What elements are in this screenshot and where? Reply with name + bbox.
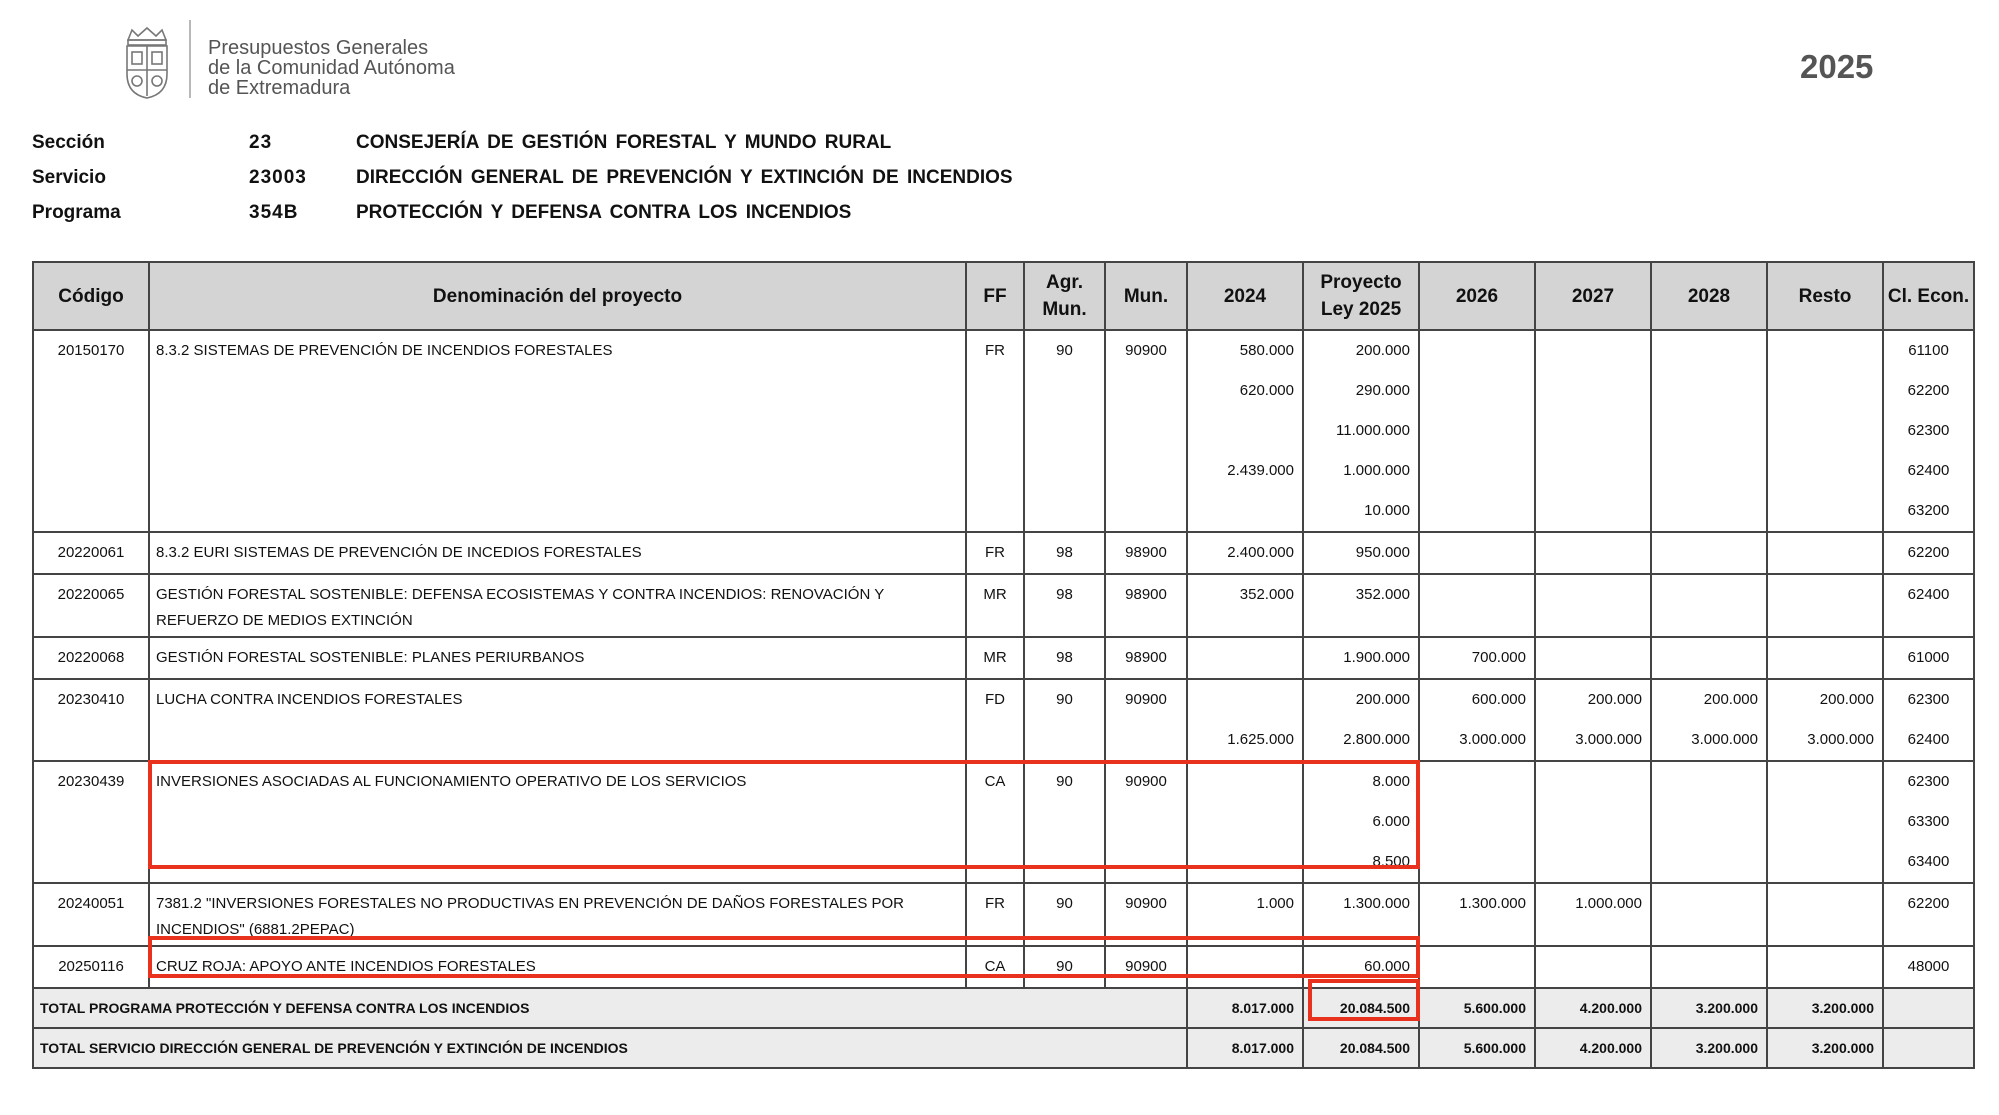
project-code [33, 761, 149, 883]
cell-line: 200.000 [1703, 691, 1758, 708]
col-header-2024: 2024 [1187, 262, 1303, 330]
header-line: Agr. [1046, 272, 1083, 293]
amount-2024 [1187, 574, 1303, 637]
amount-2028 [1651, 761, 1767, 883]
project-code [33, 679, 149, 761]
cell-line: 20240051 [57, 895, 125, 912]
total-y2028: 3.200.000 [1651, 988, 1767, 1028]
cell-line: FR [985, 895, 1005, 912]
total-y2027: 4.200.000 [1535, 1028, 1651, 1068]
col-header-denominacion: Denominación del proyecto [149, 262, 966, 330]
table-row [33, 637, 1974, 679]
total-y2027: 4.200.000 [1535, 988, 1651, 1028]
cell-line: 20220068 [57, 649, 125, 666]
col-header-mun: Mun. [1105, 262, 1187, 330]
ff-cell [966, 637, 1024, 679]
cell-line: 2.400.000 [1227, 544, 1294, 561]
cell-line: 200.000 [1819, 691, 1874, 708]
total-econ [1883, 1028, 1974, 1068]
cell-line: 8.500 [1372, 853, 1410, 870]
amount-2026 [1419, 761, 1535, 883]
amount-2026 [1419, 330, 1535, 532]
cell-line: 90900 [1125, 342, 1167, 359]
cell-line: 90900 [1125, 691, 1167, 708]
col-header-agr-mun [1024, 262, 1105, 330]
col-header-proyecto-ley [1303, 262, 1419, 330]
cell-line [1188, 680, 1294, 720]
org-line: Presupuestos Generales [208, 37, 429, 59]
total-resto: 3.200.000 [1767, 1028, 1883, 1068]
cell-line: 580.000 [1239, 342, 1294, 359]
ff-cell [966, 330, 1024, 532]
col-header-cl-econ: Cl. Econ. [1883, 262, 1974, 330]
cell-line: 98900 [1125, 649, 1167, 666]
amount-2026 [1419, 679, 1535, 761]
name-line: CRUZ ROJA: APOYO ANTE INCENDIOS FORESTALES [156, 958, 536, 975]
highlight-box-20230439 [148, 760, 1420, 869]
highlight-box-total-ley [1308, 979, 1420, 1021]
cell-line [1420, 947, 1526, 987]
col-header-resto: Resto [1767, 262, 1883, 330]
cell-line: 3.000.000 [1691, 731, 1758, 748]
cell-line: 60.000 [1364, 958, 1410, 975]
total-ley: 20.084.500 [1303, 988, 1419, 1028]
cell-line [1652, 371, 1758, 411]
cell-line [1536, 451, 1642, 491]
cell-line [1652, 842, 1758, 882]
cell-line: 700.000 [1471, 649, 1526, 666]
amount-resto [1767, 946, 1883, 988]
cell-line [1768, 762, 1874, 802]
cell-line [1188, 638, 1294, 678]
cell-line: 62400 [1907, 586, 1950, 603]
amount-2028 [1651, 946, 1767, 988]
cell-line: CA [984, 958, 1006, 975]
cell-line [1536, 842, 1642, 882]
amount-2026 [1419, 574, 1535, 637]
cell-line [1420, 491, 1526, 531]
cell-line: 1.900.000 [1343, 649, 1410, 666]
project-name [149, 532, 966, 574]
cell-line [1536, 533, 1642, 573]
name-line: GESTIÓN FORESTAL SOSTENIBLE: DEFENSA ECOSISTEMAS Y CONTRA INCENDIOS: RENOVACIÓN Y [156, 586, 885, 603]
name-line: INVERSIONES ASOCIADAS AL FUNCIONAMIENTO OPERATIVO DE LOS SERVICIOS [156, 773, 747, 790]
cell-line: 90 [1056, 895, 1073, 912]
amount-2028 [1651, 532, 1767, 574]
name-line: 8.3.2 SISTEMAS DE PREVENCIÓN DE INCENDIOS FORESTALES [156, 342, 613, 359]
cell-line: CA [984, 773, 1006, 790]
econ-class [1883, 679, 1974, 761]
project-code [33, 946, 149, 988]
amount-2026 [1419, 532, 1535, 574]
cell-line: 63400 [1907, 853, 1950, 870]
total-y2026: 5.600.000 [1419, 1028, 1535, 1068]
budget-year: 2025 [1800, 48, 1874, 85]
cell-line [1536, 762, 1642, 802]
cell-line [1536, 802, 1642, 842]
meta-name: DIRECCIÓN GENERAL DE PREVENCIÓN Y EXTINCIÓN DE INCENDIOS [356, 167, 1013, 188]
cell-line: 620.000 [1239, 382, 1294, 399]
cell-line: 90 [1056, 958, 1073, 975]
cell-line: 62200 [1907, 544, 1950, 561]
cell-line: 62200 [1907, 895, 1950, 912]
cell-line [1536, 575, 1642, 615]
amount-2027 [1535, 330, 1651, 532]
ff-cell [966, 532, 1024, 574]
cell-line: 20220061 [57, 544, 125, 561]
cell-line [1420, 802, 1526, 842]
total-y2024: 8.017.000 [1187, 1028, 1303, 1068]
cell-line: 2.439.000 [1227, 462, 1294, 479]
cell-line [1768, 884, 1874, 924]
cell-line: 63300 [1907, 813, 1950, 830]
cell-line [1536, 411, 1642, 451]
cell-line: 1.300.000 [1343, 895, 1410, 912]
meta-code: 354B [249, 202, 299, 223]
cell-line: 90 [1056, 342, 1073, 359]
cell-line: 1.000.000 [1343, 462, 1410, 479]
cell-line [1420, 451, 1526, 491]
col-header-2027: 2027 [1535, 262, 1651, 330]
agr-mun-cell [1024, 574, 1105, 637]
cell-line [1768, 331, 1874, 371]
amount-2027 [1535, 637, 1651, 679]
ff-cell [966, 574, 1024, 637]
cell-line [1652, 491, 1758, 531]
amount-resto [1767, 883, 1883, 946]
project-code [33, 574, 149, 637]
cell-line [1768, 491, 1874, 531]
amount-2024 [1187, 330, 1303, 532]
amount-2028 [1651, 330, 1767, 532]
cell-line: 90900 [1125, 958, 1167, 975]
cell-line: 98 [1056, 544, 1073, 561]
cell-line: 61000 [1907, 649, 1950, 666]
cell-line: 3.000.000 [1575, 731, 1642, 748]
header-line: Ley 2025 [1320, 299, 1402, 320]
cell-line: 90900 [1125, 895, 1167, 912]
mun-cell [1105, 330, 1187, 532]
total-y2028: 3.200.000 [1651, 1028, 1767, 1068]
cell-line: 63200 [1907, 502, 1950, 519]
cell-line: 20230439 [57, 773, 125, 790]
cell-line [1652, 451, 1758, 491]
name-line: INCENDIOS" (6881.2PEPAC) [156, 921, 355, 938]
cell-line: 600.000 [1471, 691, 1526, 708]
econ-class [1883, 761, 1974, 883]
organization-name [208, 38, 455, 98]
amount-2027 [1535, 883, 1651, 946]
amount-resto [1767, 532, 1883, 574]
name-line: 8.3.2 EURI SISTEMAS DE PREVENCIÓN DE INCEDIOS FORESTALES [156, 544, 642, 561]
name-line: 7381.2 "INVERSIONES FORESTALES NO PRODUCTIVAS EN PREVENCIÓN DE DAÑOS FORESTALES POR [156, 895, 905, 912]
cell-line [1536, 371, 1642, 411]
meta-code: 23003 [249, 167, 307, 188]
amount-resto [1767, 679, 1883, 761]
cell-line: 90 [1056, 691, 1073, 708]
agr-mun-cell [1024, 532, 1105, 574]
cell-line: 8.000 [1372, 773, 1410, 790]
cell-line: 10.000 [1364, 502, 1410, 519]
cell-line: 20220065 [57, 586, 125, 603]
amount-2028 [1651, 883, 1767, 946]
cell-line: 352.000 [1239, 586, 1294, 603]
cell-line: 62400 [1907, 462, 1950, 479]
cell-line: 2.800.000 [1343, 731, 1410, 748]
ff-cell [966, 679, 1024, 761]
meta-name: CONSEJERÍA DE GESTIÓN FORESTAL Y MUNDO RURAL [356, 132, 892, 153]
cell-line [1768, 371, 1874, 411]
cell-line: 6.000 [1372, 813, 1410, 830]
amount-resto [1767, 574, 1883, 637]
project-code [33, 330, 149, 532]
cell-line [1768, 575, 1874, 615]
header-line: Proyecto [1320, 272, 1402, 293]
cell-line [1536, 331, 1642, 371]
cell-line [1652, 533, 1758, 573]
meta-label: Servicio [32, 167, 106, 188]
cell-line [1768, 451, 1874, 491]
total-label: TOTAL SERVICIO DIRECCIÓN GENERAL DE PREVENCIÓN Y EXTINCIÓN DE INCENDIOS [33, 1028, 1187, 1068]
meta-label: Sección [32, 132, 105, 153]
cell-line [1652, 762, 1758, 802]
econ-class [1883, 946, 1974, 988]
amount-resto [1767, 637, 1883, 679]
highlight-box-20250116 [148, 936, 1420, 978]
amount-2028 [1651, 637, 1767, 679]
mun-cell [1105, 532, 1187, 574]
amount-ley-2025 [1303, 679, 1419, 761]
cell-line: 62200 [1907, 382, 1950, 399]
table-row [33, 574, 1974, 637]
cell-line [1768, 638, 1874, 678]
project-code [33, 883, 149, 946]
cell-line: 3.000.000 [1807, 731, 1874, 748]
header-line: Mun. [1042, 299, 1087, 320]
cell-line [1188, 411, 1294, 451]
project-code [33, 637, 149, 679]
meta-label: Programa [32, 202, 121, 223]
econ-class [1883, 532, 1974, 574]
total-econ [1883, 988, 1974, 1028]
amount-2028 [1651, 574, 1767, 637]
name-line: LUCHA CONTRA INCENDIOS FORESTALES [156, 691, 463, 708]
cell-line: 11.000.000 [1336, 422, 1410, 439]
agr-mun-cell [1024, 330, 1105, 532]
amount-resto [1767, 330, 1883, 532]
amount-2024 [1187, 637, 1303, 679]
amount-2027 [1535, 532, 1651, 574]
mun-cell [1105, 574, 1187, 637]
cell-line: 200.000 [1587, 691, 1642, 708]
cell-line [1420, 575, 1526, 615]
agr-mun-cell [1024, 679, 1105, 761]
cell-line: 98900 [1125, 586, 1167, 603]
cell-line [1652, 884, 1758, 924]
cell-line [1768, 947, 1874, 987]
cell-line [1768, 533, 1874, 573]
table-row [33, 330, 1974, 532]
cell-line: 1.000 [1256, 895, 1294, 912]
name-line: GESTIÓN FORESTAL SOSTENIBLE: PLANES PERIURBANOS [156, 649, 585, 666]
cell-line [1768, 411, 1874, 451]
cell-line: 352.000 [1355, 586, 1410, 603]
cell-line: FR [985, 544, 1005, 561]
cell-line [1652, 638, 1758, 678]
cell-line [1420, 533, 1526, 573]
cell-line [1652, 802, 1758, 842]
col-header-codigo: Código [33, 262, 149, 330]
total-ley: 20.084.500 [1303, 1028, 1419, 1068]
amount-ley-2025 [1303, 532, 1419, 574]
cell-line [1652, 411, 1758, 451]
cell-line [1652, 331, 1758, 371]
agr-mun-cell [1024, 637, 1105, 679]
cell-line: 1.625.000 [1227, 731, 1294, 748]
econ-class [1883, 330, 1974, 532]
cell-line: 200.000 [1355, 342, 1410, 359]
project-name [149, 679, 966, 761]
amount-2026 [1419, 637, 1535, 679]
cell-line: 98 [1056, 586, 1073, 603]
cell-line: FD [985, 691, 1005, 708]
cell-line: 62400 [1907, 731, 1950, 748]
total-y2026: 5.600.000 [1419, 988, 1535, 1028]
total-resto: 3.200.000 [1767, 988, 1883, 1028]
cell-line: 48000 [1907, 958, 1950, 975]
cell-line: 98900 [1125, 544, 1167, 561]
cell-line: 90 [1056, 773, 1073, 790]
mun-cell [1105, 679, 1187, 761]
cell-line [1536, 947, 1642, 987]
total-label: TOTAL PROGRAMA PROTECCIÓN Y DEFENSA CONTRA LOS INCENDIOS [33, 988, 1187, 1028]
project-code [33, 532, 149, 574]
cell-line: 62300 [1907, 422, 1950, 439]
amount-resto [1767, 761, 1883, 883]
cell-line: 20150170 [57, 342, 125, 359]
cell-line: 20250116 [58, 958, 124, 975]
cell-line: 200.000 [1355, 691, 1410, 708]
cell-line [1768, 842, 1874, 882]
total-row [33, 988, 1974, 1028]
amount-ley-2025 [1303, 574, 1419, 637]
cell-line [1536, 638, 1642, 678]
cell-line: 290.000 [1355, 382, 1410, 399]
cell-line [1536, 491, 1642, 531]
project-name [149, 330, 966, 532]
total-y2024: 8.017.000 [1187, 988, 1303, 1028]
cell-line: 90900 [1125, 773, 1167, 790]
mun-cell [1105, 637, 1187, 679]
project-name [149, 637, 966, 679]
cell-line: MR [983, 586, 1007, 603]
name-line: REFUERZO DE MEDIOS EXTINCIÓN [156, 612, 413, 629]
project-name [149, 574, 966, 637]
cell-line [1652, 947, 1758, 987]
amount-2027 [1535, 679, 1651, 761]
cell-line [1420, 371, 1526, 411]
cell-line: MR [983, 649, 1007, 666]
cell-line: 62300 [1907, 691, 1950, 708]
org-line: de la Comunidad Autónoma [208, 57, 455, 79]
amount-2028 [1651, 679, 1767, 761]
col-header-2026: 2026 [1419, 262, 1535, 330]
amount-2027 [1535, 946, 1651, 988]
header-divider [189, 20, 191, 98]
total-row [33, 1028, 1974, 1068]
cell-line: 20230410 [57, 691, 125, 708]
document-header [0, 0, 1999, 110]
cell-line [1420, 331, 1526, 371]
amount-2024 [1187, 532, 1303, 574]
cell-line: FR [985, 342, 1005, 359]
econ-class [1883, 883, 1974, 946]
econ-class [1883, 574, 1974, 637]
econ-class [1883, 637, 1974, 679]
cell-line [1188, 491, 1294, 531]
cell-line: 61100 [1908, 342, 1949, 359]
org-line: de Extremadura [208, 77, 351, 99]
coat-of-arms-icon [122, 26, 172, 100]
amount-2027 [1535, 761, 1651, 883]
amount-ley-2025 [1303, 330, 1419, 532]
amount-2027 [1535, 574, 1651, 637]
meta-code: 23 [249, 132, 273, 153]
cell-line: 3.000.000 [1459, 731, 1526, 748]
cell-line: 950.000 [1355, 544, 1410, 561]
cell-line [1420, 411, 1526, 451]
amount-2026 [1419, 946, 1535, 988]
amount-2026 [1419, 883, 1535, 946]
amount-ley-2025 [1303, 637, 1419, 679]
cell-line [1768, 802, 1874, 842]
table-row [33, 679, 1974, 761]
cell-line [1652, 575, 1758, 615]
col-header-2028: 2028 [1651, 262, 1767, 330]
table-row [33, 532, 1974, 574]
cell-line: 98 [1056, 649, 1073, 666]
cell-line: 62300 [1907, 773, 1950, 790]
table-header-row [33, 262, 1974, 330]
amount-2024 [1187, 679, 1303, 761]
meta-name: PROTECCIÓN Y DEFENSA CONTRA LOS INCENDIOS [356, 202, 852, 223]
cell-line: 1.300.000 [1459, 895, 1526, 912]
cell-line [1420, 842, 1526, 882]
cell-line: 1.000.000 [1575, 895, 1642, 912]
col-header-ff: FF [966, 262, 1024, 330]
cell-line [1420, 762, 1526, 802]
